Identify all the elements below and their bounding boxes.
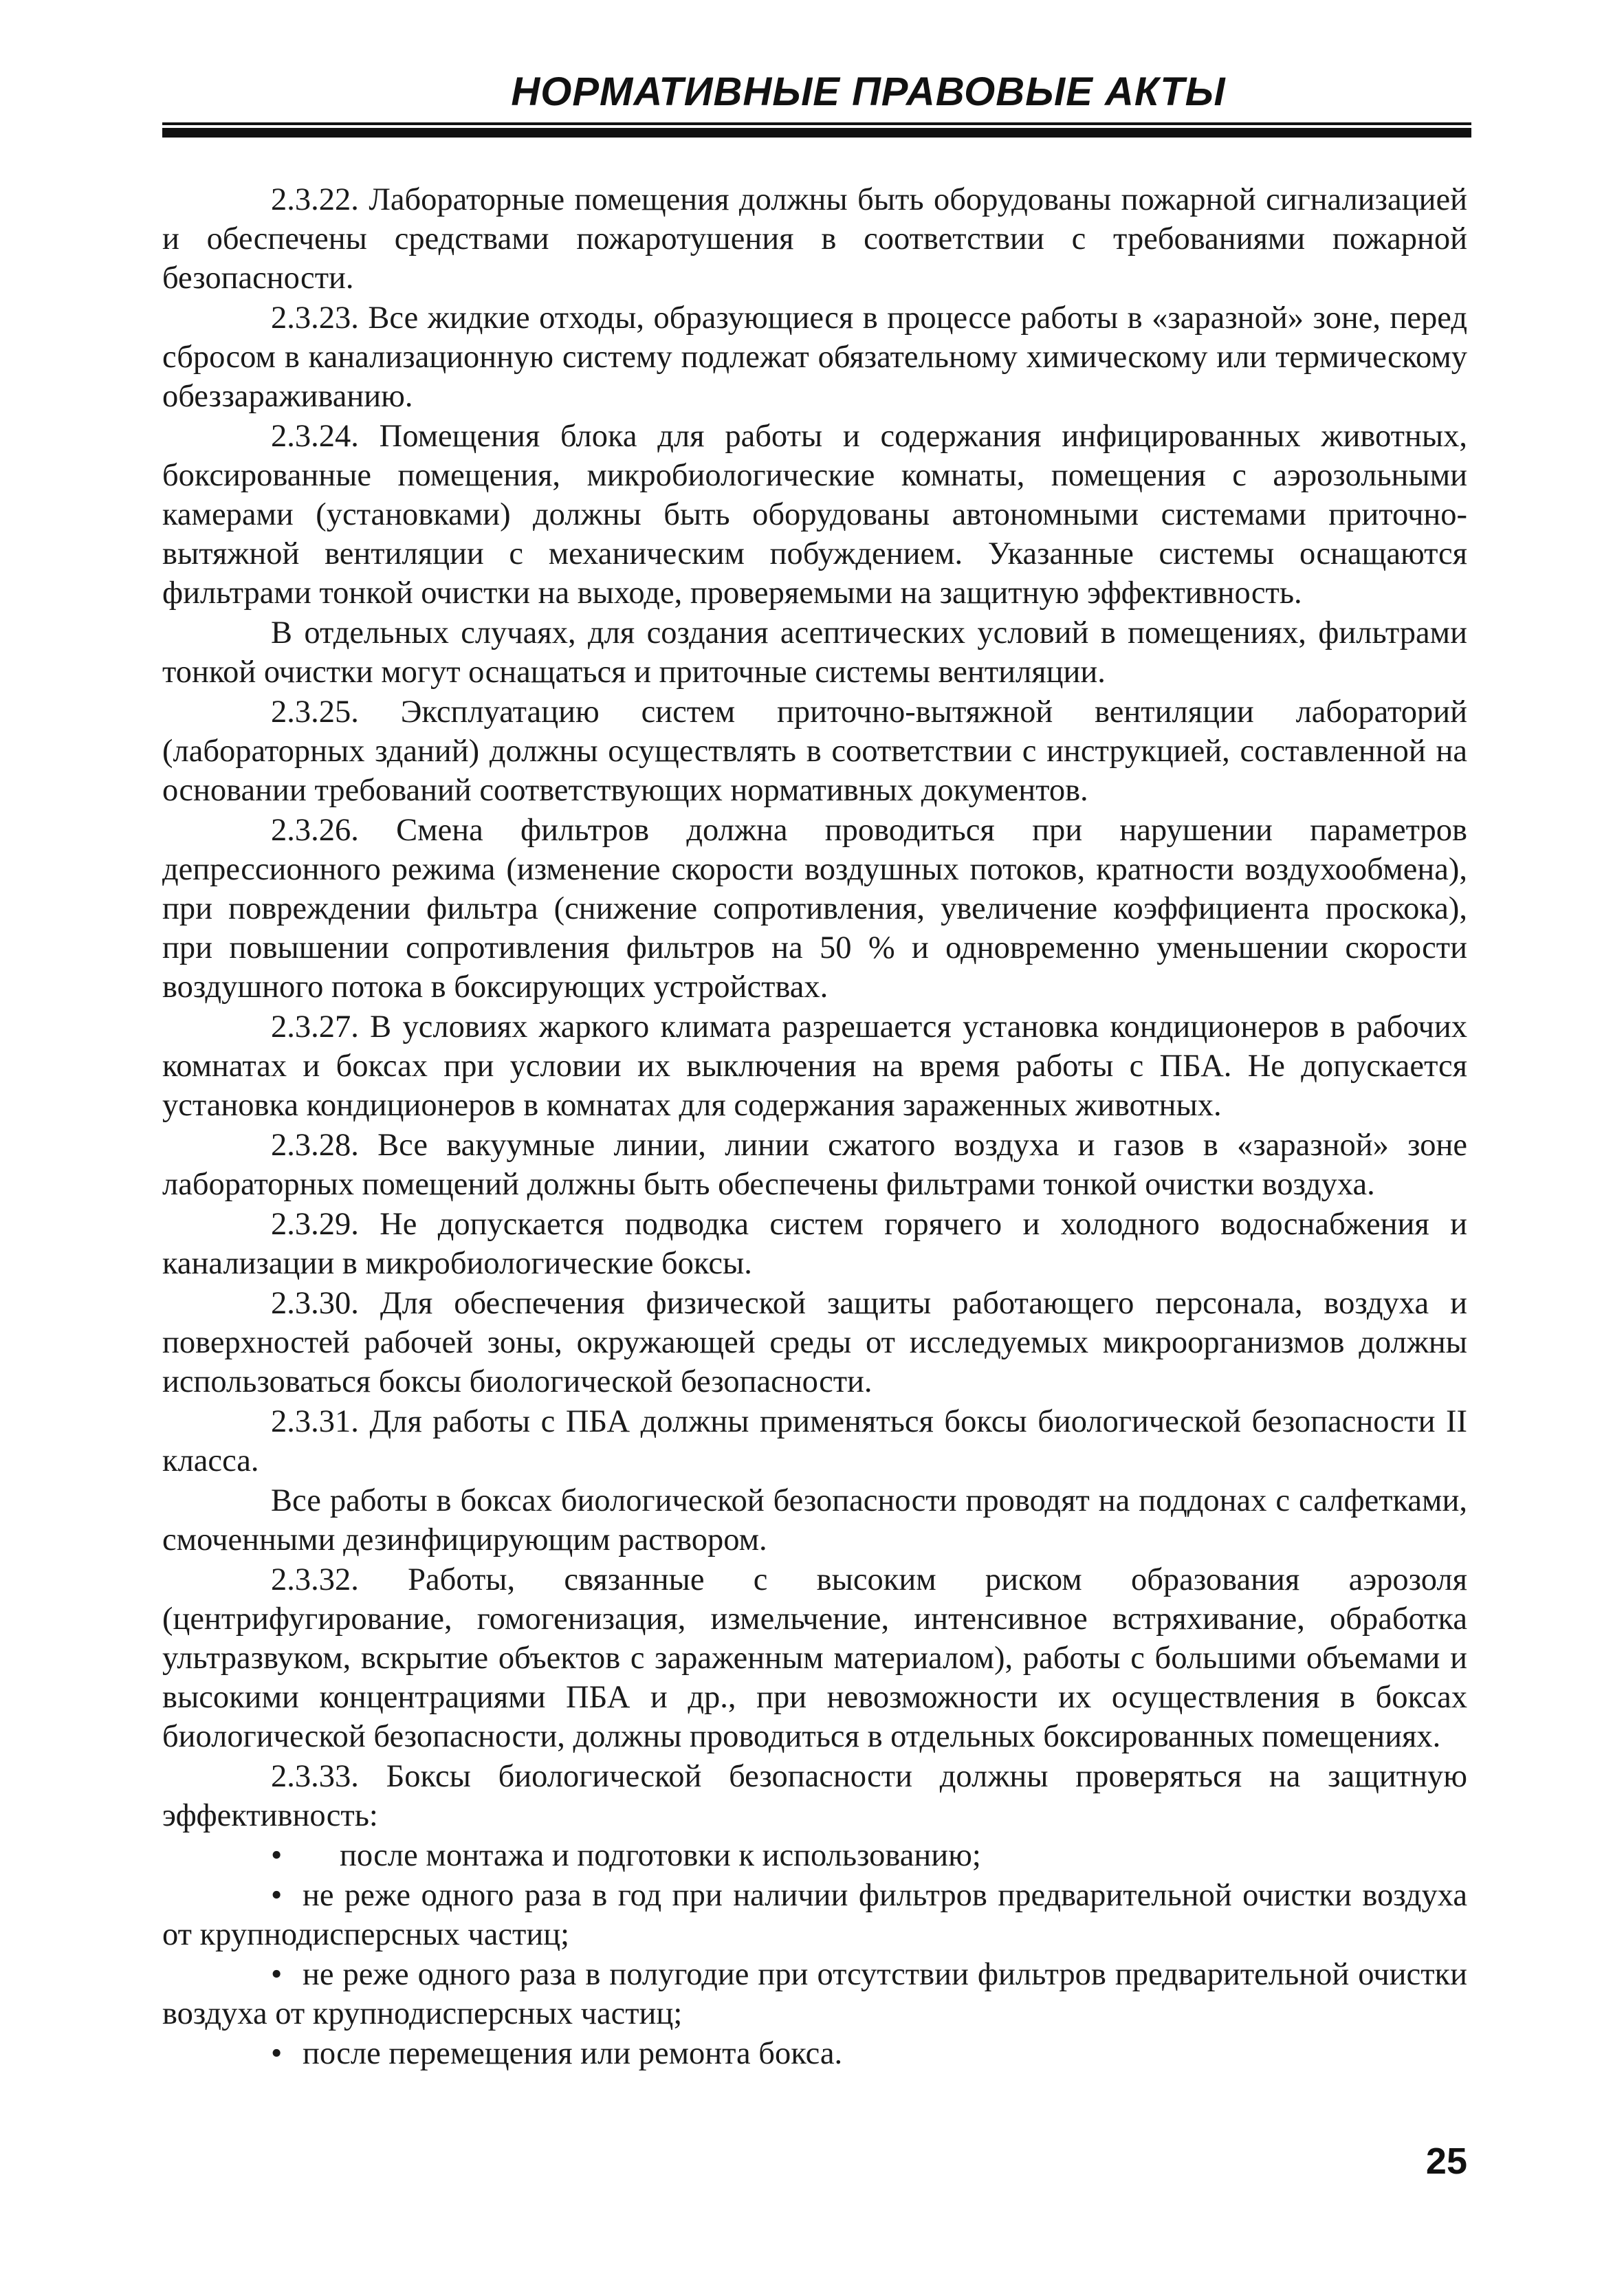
list-item-text: после монтажа и подготовки к использованию; — [340, 1838, 981, 1873]
paragraph-2-3-33: 2.3.33. Боксы биологической безопасности должны проверяться на защитную эффективность: — [162, 1759, 1467, 1833]
paragraph-2-3-23: 2.3.23. Все жидкие отходы, образующиеся в процессе работы в «заразной» зоне, перед сбросом в канализационную систему подлежат обязательному химическому или термическому обеззараживанию. — [162, 300, 1467, 414]
bullet-icon: • — [271, 1878, 283, 1913]
list-item-text: не реже одного раза в полугодие при отсутствии фильтров предварительной очистки воздуха от крупнодисперсных частиц; — [162, 1957, 1467, 2031]
bullet-icon: • — [271, 2036, 283, 2071]
paragraph-2-3-30: 2.3.30. Для обеспечения физической защиты работающего персонала, воздуха и поверхностей рабочей зоны, окружающей среды от исследуемых микроорганизмов должны использоваться боксы биологической безопасности. — [162, 1286, 1467, 1399]
page-number: 25 — [1425, 2141, 1467, 2182]
paragraph-2-3-31-continued: Все работы в боксах биологической безопасности проводят на поддонах с салфетками, смоченными дезинфицирующим раствором. — [162, 1483, 1467, 1557]
paragraph-2-3-25: 2.3.25. Эксплуатацию систем приточно-вытяжной вентиляции лабораторий (лабораторных зданий) должны осуществлять в соответствии с инструкцией, составленной на основании требований соответствующих нормативных документов. — [162, 695, 1467, 808]
running-header-title: НОРМАТИВНЫЕ ПРАВОВЫЕ АКТЫ — [511, 69, 1226, 114]
paragraph-2-3-24-continued: В отдельных случаях, для создания асептических условий в помещениях, фильтрами тонкой очистки могут оснащаться и приточные системы вентиляции. — [162, 615, 1467, 690]
header-rule-thick — [162, 128, 1471, 138]
bullet-icon: • — [271, 1838, 283, 1873]
paragraph-2-3-29: 2.3.29. Не допускается подводка систем горячего и холодного водоснабжения и канализации в микробиологические боксы. — [162, 1207, 1467, 1281]
paragraph-2-3-28: 2.3.28. Все вакуумные линии, линии сжатого воздуха и газов в «заразной» зоне лабораторных помещений должны быть обеспечены фильтрами тонкой очистки воздуха. — [162, 1128, 1467, 1202]
document-body — [162, 180, 1467, 2074]
list-item-text: после перемещения или ремонта бокса. — [303, 2036, 843, 2071]
paragraph-2-3-31: 2.3.31. Для работы с ПБА должны применяться боксы биологической безопасности II класса. — [162, 1404, 1467, 1478]
paragraph-2-3-27: 2.3.27. В условиях жаркого климата разрешается установка кондиционеров в рабочих комнатах и боксах при условии их выключения на время работы с ПБА. Не допускается установка кондиционеров в комнатах для содержания зараженных животных. — [162, 1009, 1467, 1123]
list-item-text: не реже одного раза в год при наличии фильтров предварительной очистки воздуха от крупнодисперсных частиц; — [162, 1878, 1467, 1952]
bullet-list — [162, 1836, 1467, 2073]
paragraph-2-3-26: 2.3.26. Смена фильтров должна проводиться при нарушении параметров депрессионного режима (изменение скорости воздушных потоков, кратности воздухообмена), при повреждении фильтра (снижение сопротивления, увеличение коэффициента проскока), при повышении сопротивления фильтров на 50 % и одновременно уменьшении скорости воздушного потока в боксирующих устройствах. — [162, 813, 1467, 1005]
paragraph-2-3-22: 2.3.22. Лабораторные помещения должны быть оборудованы пожарной сигнализацией и обеспечены средствами пожаротушения в соответствии с требованиями пожарной безопасности. — [162, 182, 1467, 296]
list-item — [162, 1836, 1467, 1875]
header-rule-thin — [162, 122, 1471, 125]
list-item — [162, 2034, 1467, 2073]
paragraph-2-3-32: 2.3.32. Работы, связанные с высоким риском образования аэрозоля (центрифугирование, гомогенизация, измельчение, интенсивное встряхивание, обработка ультразвуком, вскрытие объектов с зараженным материалом), работы с большими объемами и высокими концентрациями ПБА и др., при невозможности их осуществления в боксах биологической безопасности, должны проводиться в отдельных боксированных помещениях. — [162, 1562, 1467, 1754]
page-header — [162, 67, 1471, 138]
bullet-icon: • — [271, 1957, 283, 1992]
list-item — [162, 1955, 1467, 2033]
list-item — [162, 1876, 1467, 1954]
paragraph-2-3-24: 2.3.24. Помещения блока для работы и содержания инфицированных животных, боксированные помещения, микробиологические комнаты, помещения с аэрозольными камерами (установками) должны быть оборудованы автономными системами приточно-вытяжной вентиляции с механическим побуждением. Указанные системы оснащаются фильтрами тонкой очистки на выходе, проверяемыми на защитную эффективность. — [162, 419, 1467, 611]
